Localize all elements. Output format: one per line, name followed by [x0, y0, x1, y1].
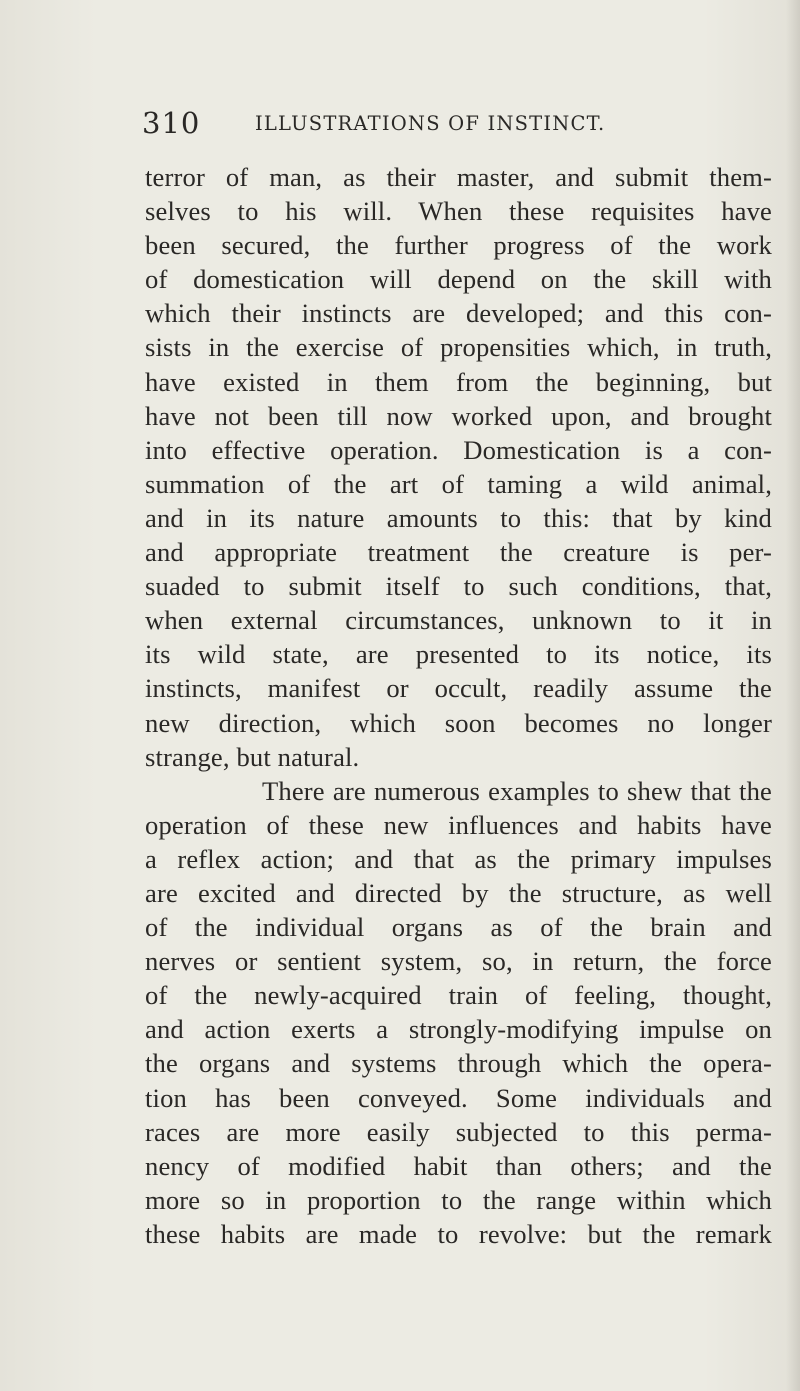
- text-line: tion has been conveyed. Some individuals and: [145, 1082, 772, 1113]
- running-head: [142, 106, 742, 140]
- text-line: have existed in them from the beginning, but: [145, 366, 772, 397]
- paragraph: [145, 774, 772, 1251]
- text-line: of the newly-acquired train of feeling, thought,: [145, 980, 772, 1011]
- text-line: races are more easily subjected to this perma-: [145, 1116, 772, 1147]
- text-line: a reflex action; and that as the primary impulses: [145, 843, 772, 874]
- text-line: are excited and directed by the structure, as well: [145, 877, 772, 908]
- text-line: strange, but natural.: [145, 741, 360, 772]
- body-text: [145, 160, 772, 1251]
- text-line: operation of these new influences and habits have: [145, 809, 772, 840]
- text-line: and action exerts a strongly-modifying impulse on: [145, 1014, 772, 1045]
- text-line: and in its nature amounts to this: that by kind: [145, 502, 772, 533]
- text-line: more so in proportion to the range within which: [145, 1184, 772, 1215]
- text-line: into effective operation. Domestication is a con-: [145, 434, 772, 465]
- text-line: which their instincts are developed; and this con-: [145, 298, 772, 329]
- text-line: been secured, the further progress of the work: [145, 230, 772, 261]
- text-line: summation of the art of taming a wild animal,: [145, 468, 772, 499]
- text-line: nerves or sentient system, so, in return, the force: [145, 946, 772, 977]
- running-title: ILLUSTRATIONS OF INSTINCT.: [255, 112, 606, 135]
- text-line: new direction, which soon becomes no longer: [145, 707, 772, 738]
- text-line: terror of man, as their master, and submit them-: [145, 162, 772, 192]
- page-edge-shadow: [786, 0, 800, 1391]
- text-line: suaded to submit itself to such conditions, that,: [145, 571, 772, 602]
- text-line: of domestication will depend on the skill with: [145, 264, 772, 295]
- text-line: nency of modified habit than others; and the: [145, 1150, 772, 1181]
- text-line: instincts, manifest or occult, readily assume the: [145, 673, 772, 704]
- text-line: There are numerous examples to shew that the: [262, 775, 772, 806]
- text-line: when external circumstances, unknown to it in: [145, 605, 772, 636]
- text-line: sists in the exercise of propensities which, in truth,: [145, 332, 772, 363]
- page-number: 310: [142, 106, 201, 140]
- text-line: of the individual organs as of the brain and: [145, 912, 772, 943]
- text-line: selves to his will. When these requisites have: [145, 196, 772, 227]
- text-line: the organs and systems through which the opera-: [145, 1048, 772, 1079]
- text-line: have not been till now worked upon, and brought: [145, 400, 772, 431]
- text-line: and appropriate treatment the creature is per-: [145, 537, 772, 568]
- paragraph: [145, 160, 772, 774]
- text-line: its wild state, are presented to its notice, its: [145, 639, 772, 670]
- text-line: these habits are made to revolve: but the remark: [145, 1218, 772, 1249]
